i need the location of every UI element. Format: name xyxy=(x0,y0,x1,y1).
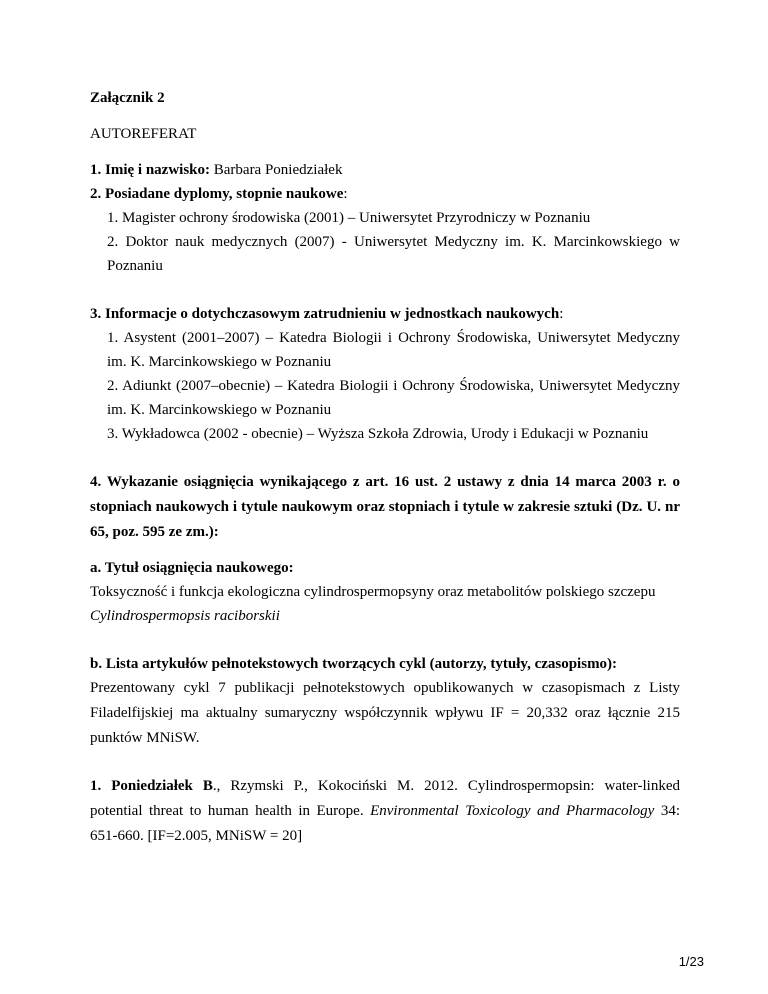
species-name: Cylindrospermopsis raciborskii xyxy=(90,608,280,624)
section-3-item: 2. Adiunkt (2007–obecnie) – Katedra Biologii i Ochrony Środowiska, Uniwersytet Medyczny im. K. Marcinkowskiego w Poznaniu xyxy=(107,378,680,418)
section-3-item: 1. Asystent (2001–2007) – Katedra Biologii i Ochrony Środowiska, Uniwersytet Medyczny im. K. Marcinkowskiego w Poznaniu xyxy=(107,330,680,370)
section-1-value: Barbara Poniedziałek xyxy=(213,162,343,178)
section-3-label: 3. Informacje o dotychczasowym zatrudnieniu w jednostkach naukowych xyxy=(90,306,560,322)
section-3-heading xyxy=(90,302,680,326)
publication-1-details: 34: 651-660. [IF=2.005, MNiSW = 20] xyxy=(90,803,680,844)
publication-1-journal: Environmental Toxicology and Pharmacology xyxy=(370,803,655,819)
page-number: 1/23 xyxy=(678,954,704,969)
annex-label: Załącznik 2 xyxy=(90,90,165,106)
publication-1-author: 1. Poniedziałek B xyxy=(90,778,213,794)
section-2-item: 2. Doktor nauk medycznych (2007) - Uniwersytet Medyczny im. K. Marcinkowskiego w Poznaniu xyxy=(107,234,680,274)
section-3-colon: : xyxy=(559,306,564,322)
section-4-heading: 4. Wykazanie osiągnięcia wynikającego z art. 16 ust. 2 ustawy z dnia 14 marca 2003 r. o stopniach naukowych i tytule naukowym oraz stopniach i tytule w zakresie sztuki (Dz. U. nr 65, poz. 595 ze zm.): xyxy=(90,474,680,540)
section-2-heading xyxy=(90,182,680,206)
section-1-label: 1. Imię i nazwisko: xyxy=(90,162,210,178)
subsection-a-heading: a. Tytuł osiągnięcia naukowego: xyxy=(90,560,294,576)
document-title: AUTOREFERAT xyxy=(90,126,197,142)
subsection-a-text xyxy=(90,580,680,628)
publication-1 xyxy=(90,774,680,849)
subsection-b-text: Prezentowany cykl 7 publikacji pełnotekstowych opublikowanych w czasopismach z Listy Filadelfijskiej ma aktualny sumaryczny współczynnik wpływu IF = 20,332 oraz łącznie 215 punktów MNiSW. xyxy=(90,680,680,746)
section-3-item: 3. Wykładowca (2002 - obecnie) – Wyższa Szkoła Zdrowia, Urody i Edukacji w Poznaniu xyxy=(107,426,649,442)
publication-1-citation: ., Rzymski P., Kokociński M. 2012. Cylindrospermopsin: water-linked potential threat to human health in Europe. xyxy=(90,778,680,819)
achievement-title: Toksyczność i funkcja ekologiczna cylindrospermopsyny oraz metabolitów polskiego szczepu xyxy=(90,584,656,600)
section-1-name xyxy=(90,158,680,182)
section-2-item: 1. Magister ochrony środowiska (2001) – Uniwersytet Przyrodniczy w Poznaniu xyxy=(107,210,591,226)
section-2-label: 2. Posiadane dyplomy, stopnie naukowe xyxy=(90,186,344,202)
section-2-colon: : xyxy=(343,186,348,202)
subsection-b-heading: b. Lista artykułów pełnotekstowych tworzących cykl (autorzy, tytuły, czasopismo): xyxy=(90,656,618,672)
